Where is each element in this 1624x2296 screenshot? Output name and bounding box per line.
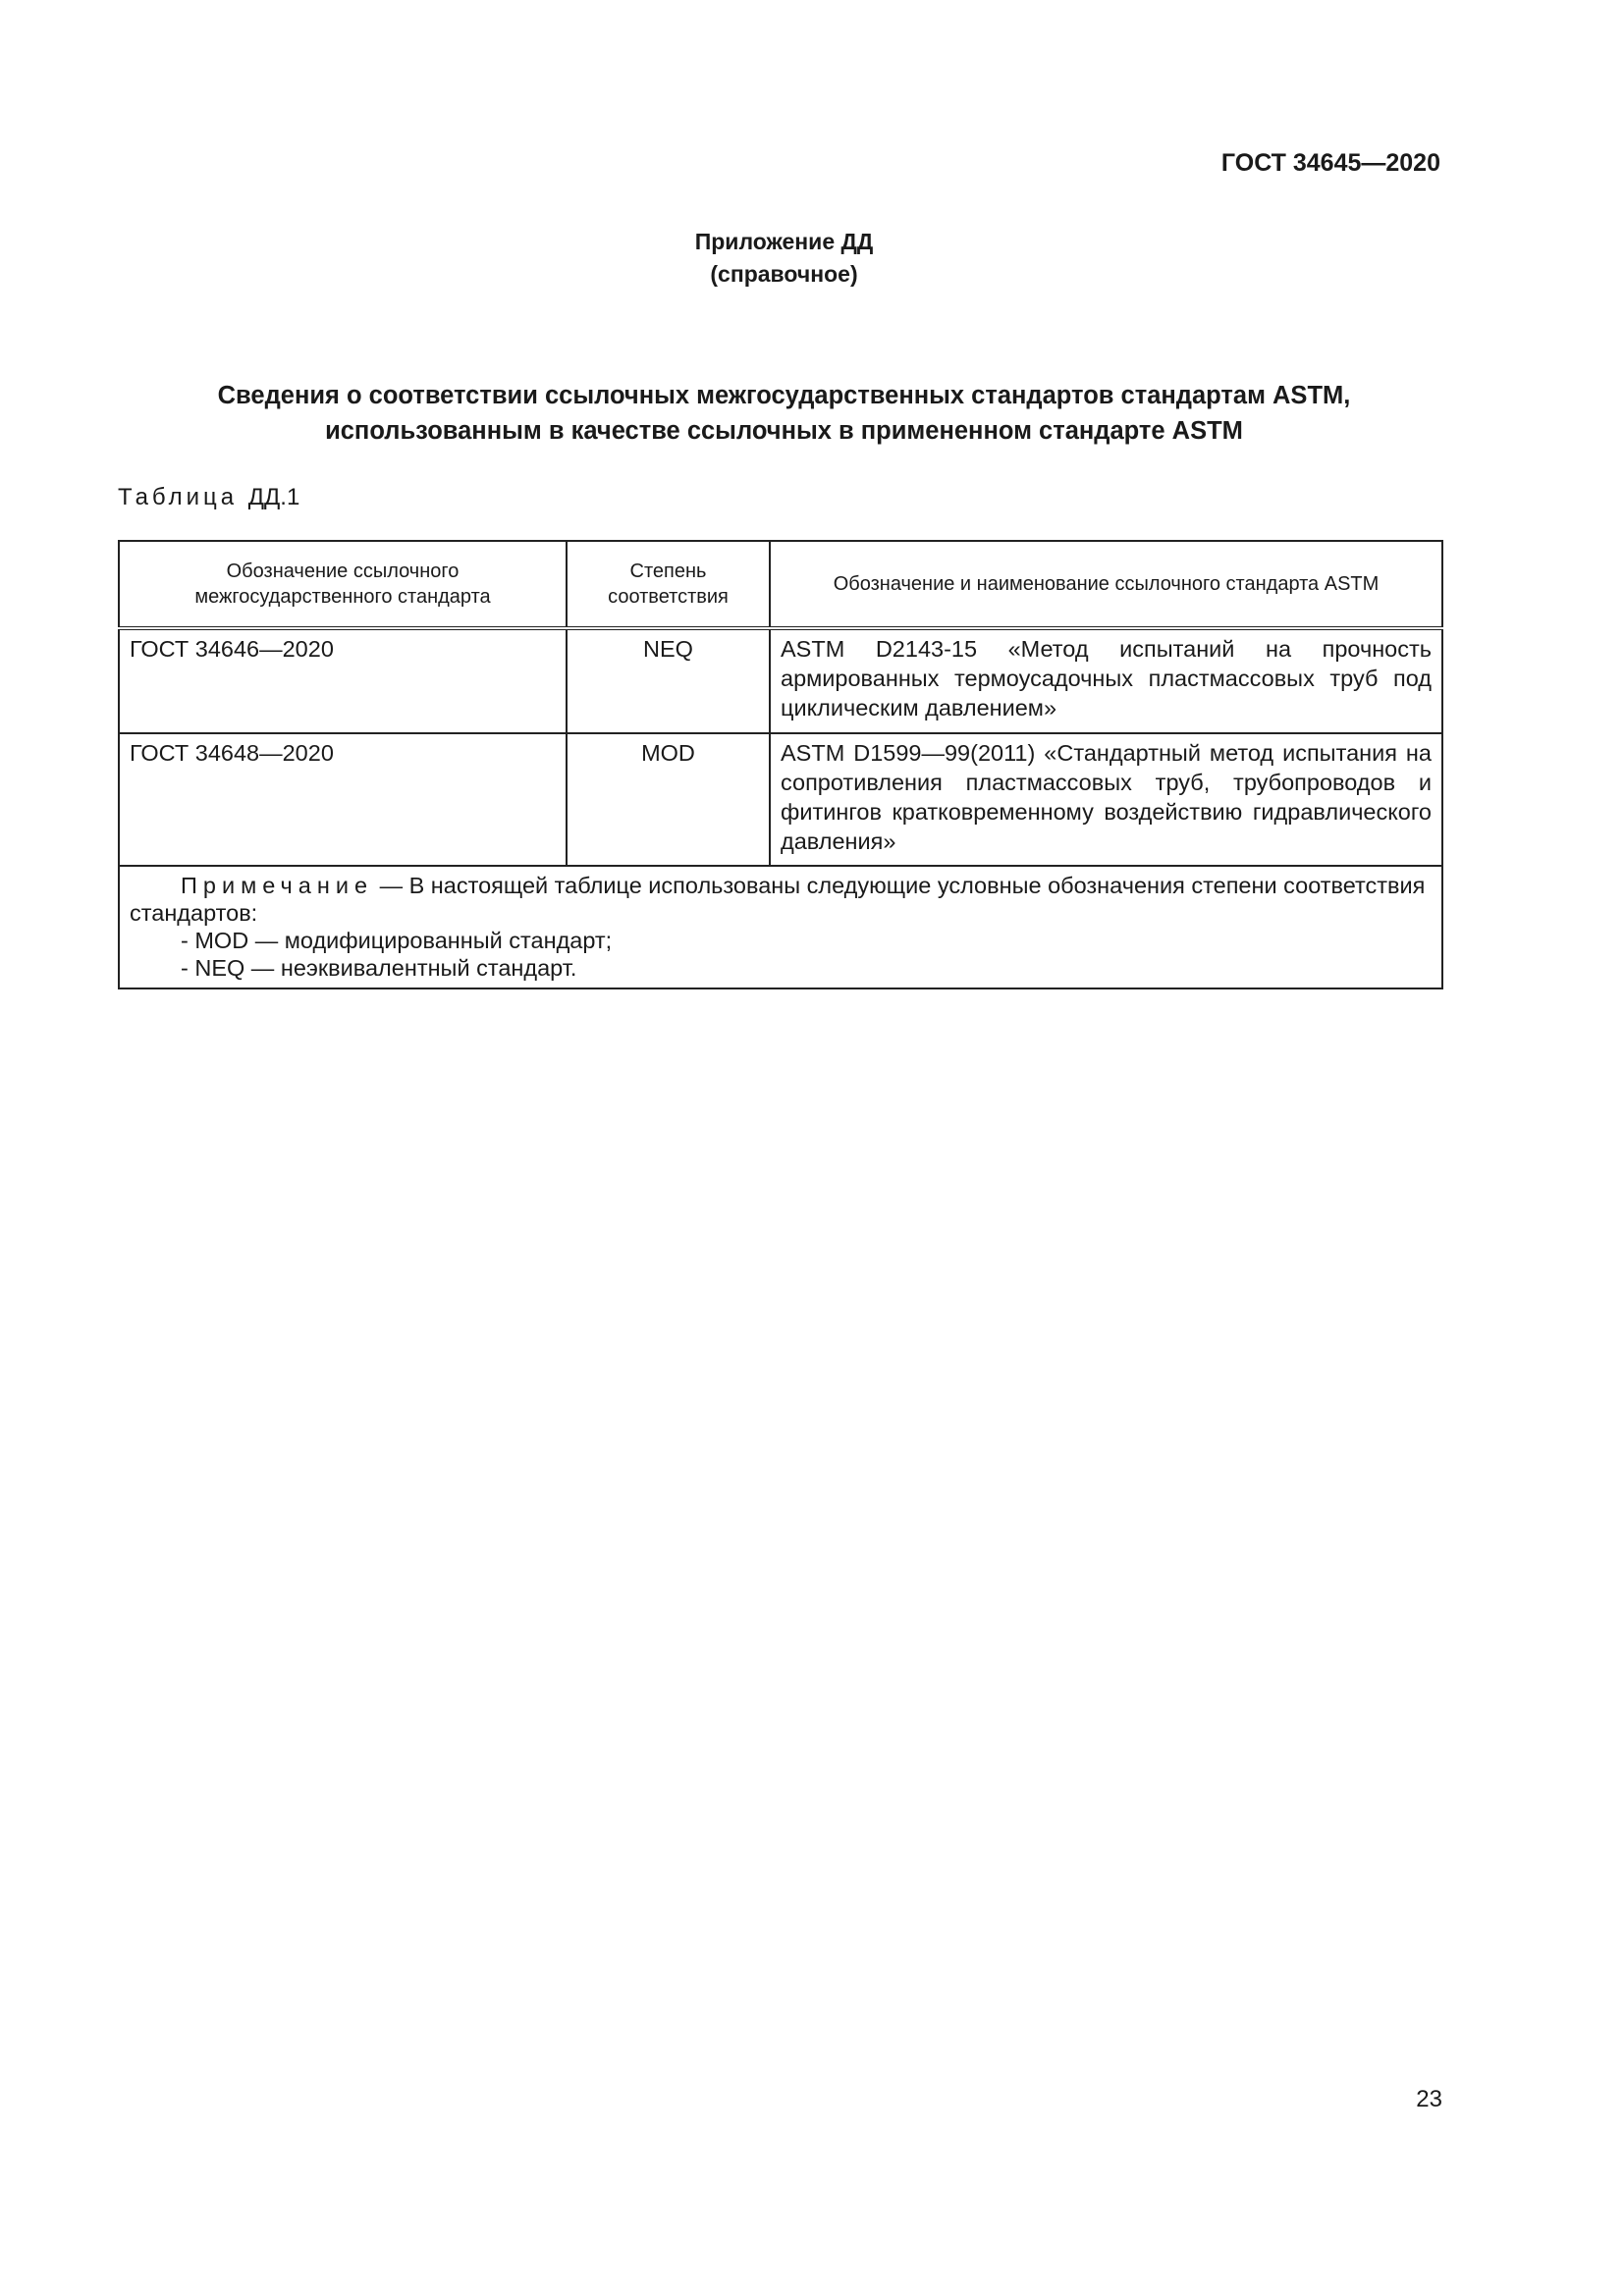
note-intro (130, 872, 1432, 927)
note-label: Примечание (181, 873, 374, 898)
table-caption (118, 484, 299, 511)
section-heading-line-2: использованным в качестве ссылочных в примененном стандарте ASTM (325, 417, 1243, 445)
appendix-title: Приложение ДД (694, 229, 874, 254)
cell-degree: NEQ (567, 628, 770, 733)
table-caption-label: Таблица (118, 484, 239, 510)
appendix-heading (0, 226, 1568, 291)
header-designation: Обозначение ссылочного межгосударственного стандарта (119, 541, 567, 628)
standards-table (118, 540, 1443, 989)
table-note (119, 866, 1442, 988)
table-header-row (119, 541, 1442, 628)
header-astm: Обозначение и наименование ссылочного стандарта ASTM (770, 541, 1442, 628)
cell-designation: ГОСТ 34646—2020 (119, 628, 567, 733)
header-degree: Степень соответствия (567, 541, 770, 628)
document-code: ГОСТ 34645—2020 (1220, 149, 1440, 177)
note-item-neq: - NEQ — неэквивалентный стандарт. (181, 955, 577, 981)
table-note-row (119, 866, 1442, 988)
cell-degree: MOD (567, 733, 770, 866)
cell-astm: ASTM D2143-15 «Метод испытаний на прочность армированных термоусадочных пластмассовых труб под циклическим давлением» (770, 628, 1442, 733)
note-item-mod: - MOD — модифицированный стандарт; (181, 928, 613, 953)
table-row (119, 733, 1442, 866)
note-text: — В настоящей таблице использованы следующие условные обозначения степени соответствия стандартов: (130, 873, 1426, 926)
table-caption-number: ДД.1 (247, 484, 300, 510)
page-number: 23 (1416, 2086, 1442, 2112)
cell-designation: ГОСТ 34648—2020 (119, 733, 567, 866)
cell-astm: ASTM D1599—99(2011) «Стандартный метод испытания на сопротивления пластмассовых труб, трубопроводов и фитингов кратковременному воздействию гидравлического давления» (770, 733, 1442, 866)
section-heading-line-1: Сведения о соответствии ссылочных межгосударственных стандартов стандартам ASTM, (217, 382, 1351, 409)
table-row (119, 628, 1442, 733)
appendix-subtitle: (справочное) (710, 261, 858, 287)
section-heading (0, 378, 1568, 449)
